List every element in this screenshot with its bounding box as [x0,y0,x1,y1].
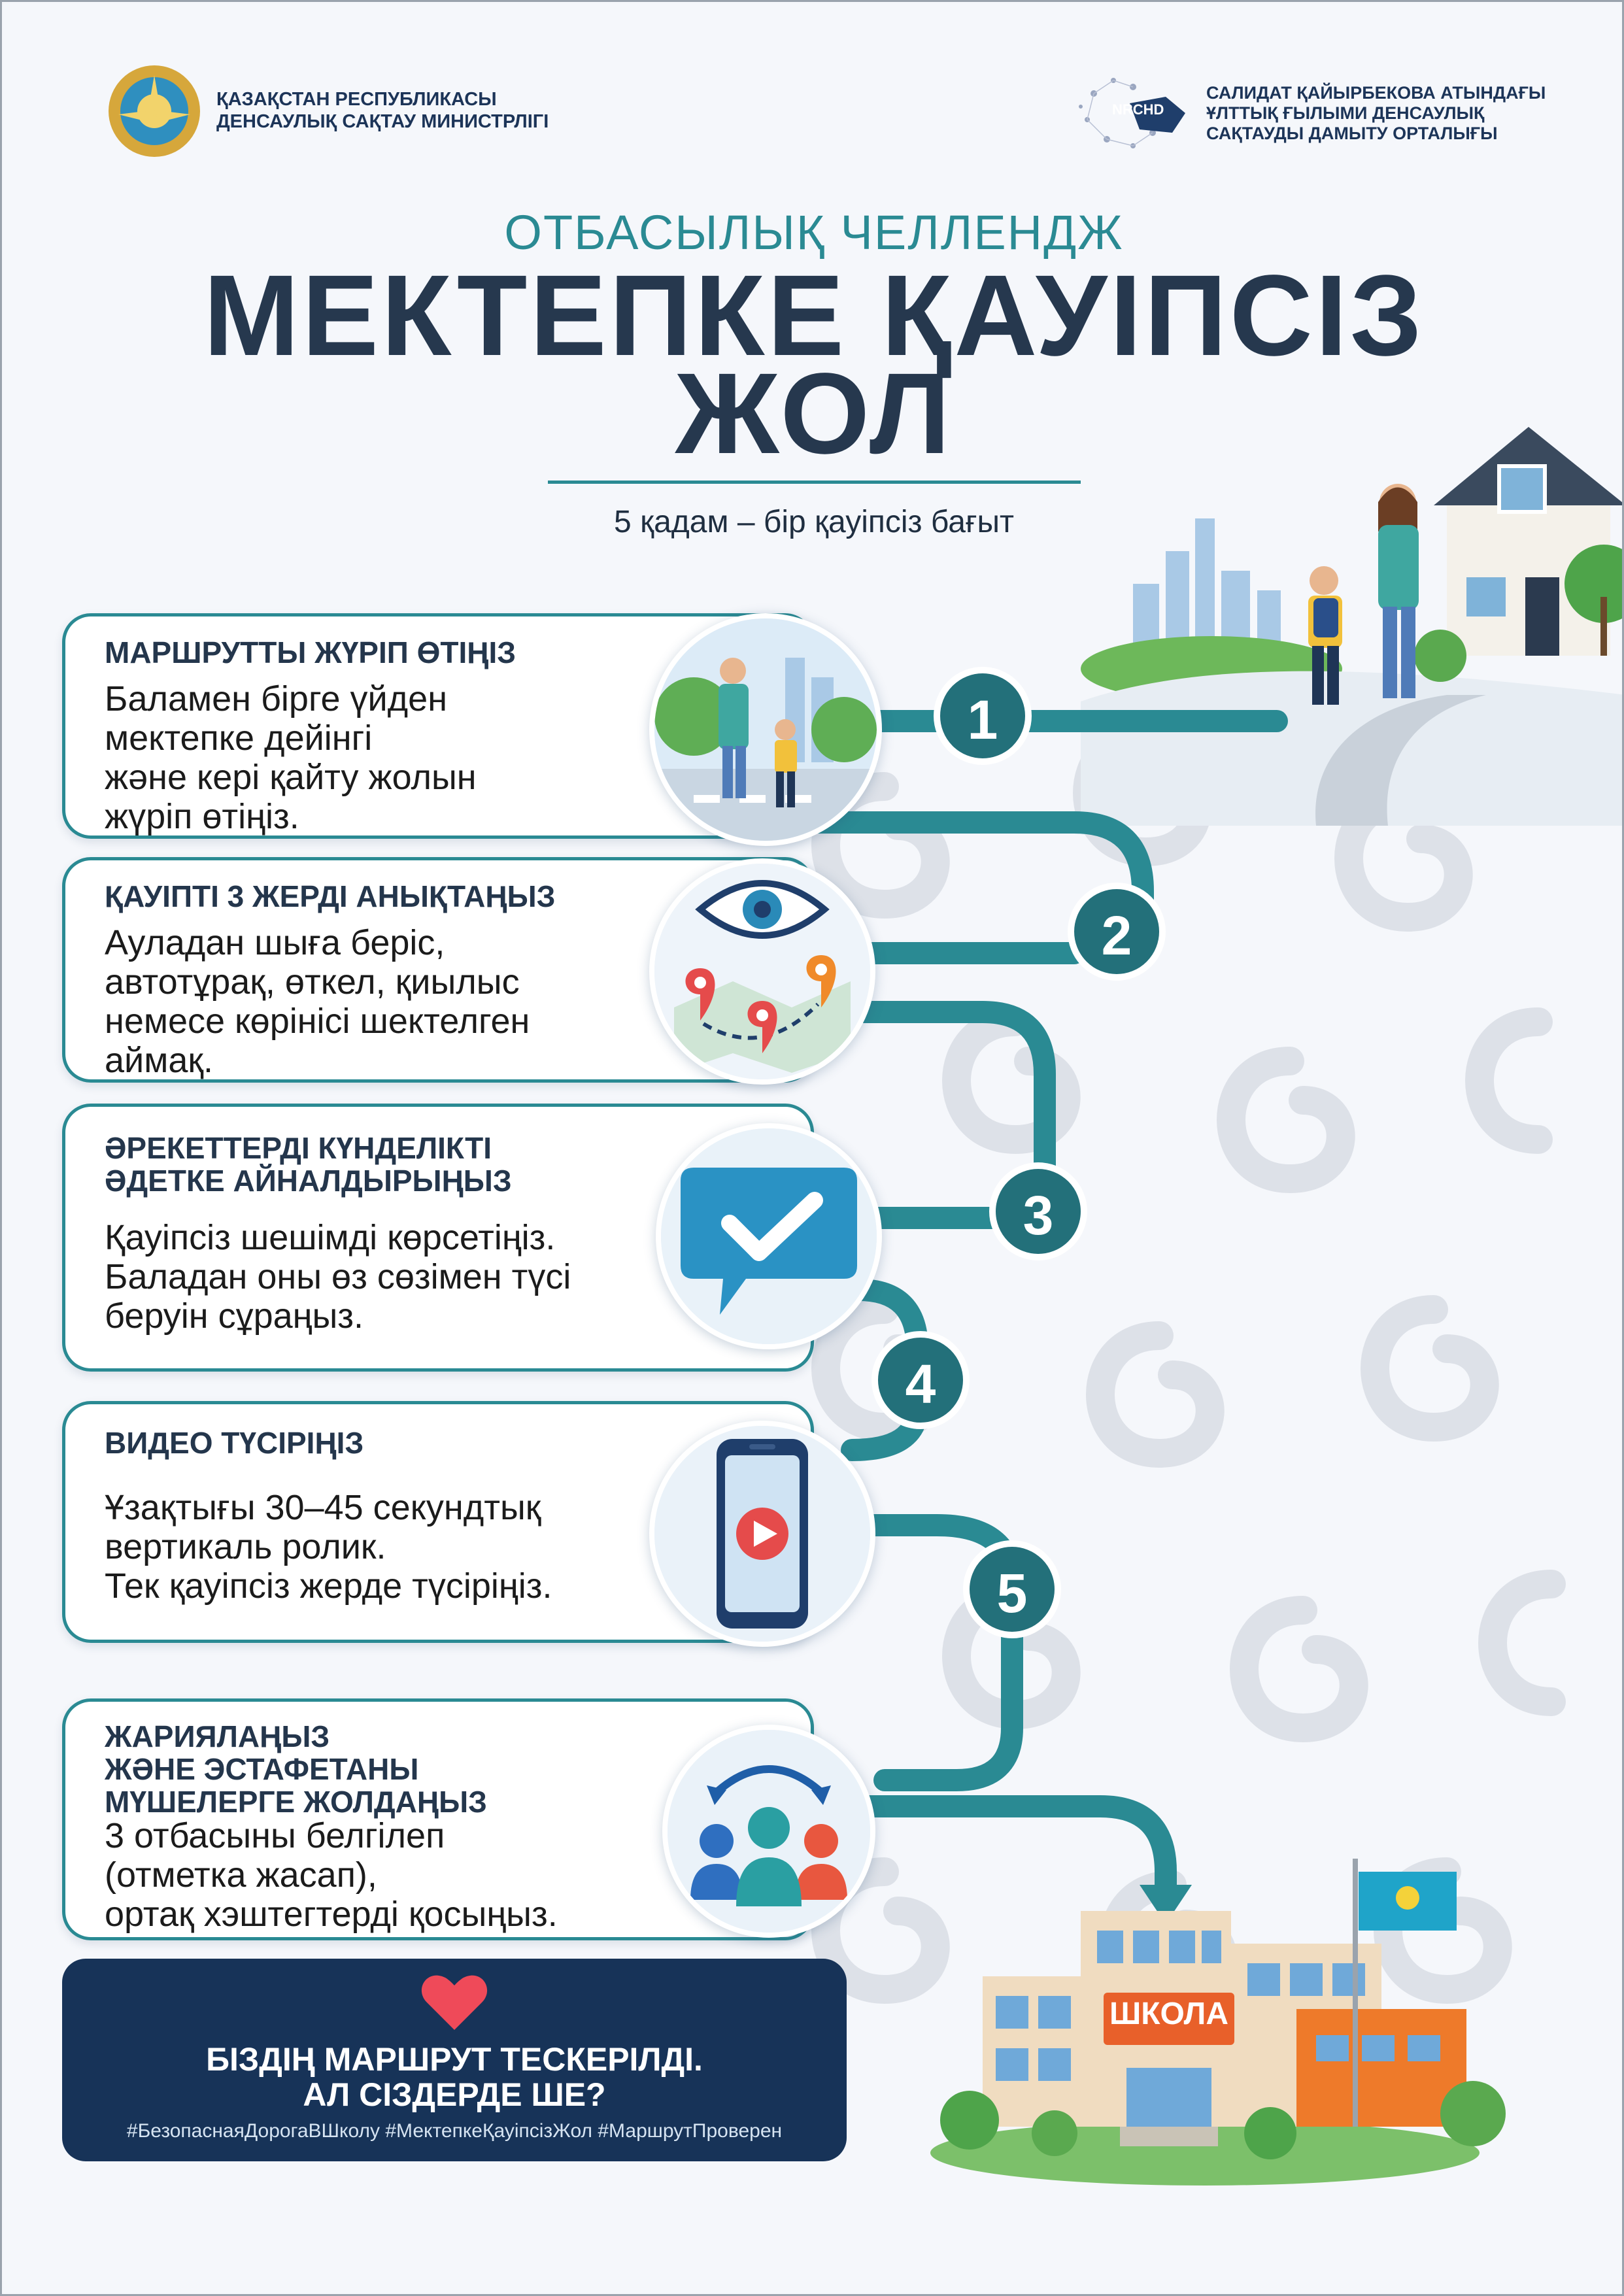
step-5-title-line-2: ЖӘНЕ ЭСТАФЕТАНЫ [105,1752,419,1786]
family-walking-icon [649,613,882,846]
footer-hashtags: #БезопаснаяДорогаВШколу #МектепкеҚауіпсізЖол #МаршрутПроверен [126,2120,783,2142]
step-1-body: Баламен бірге үйден мектепке дейінгі және кері қайту жолын жүріп өтіңіз. [105,679,477,836]
step-2-title: ҚАУІПТІ 3 ЖЕРДІ АНЫҚТАҢЫЗ [105,879,556,913]
center-line-1: САЛИДАТ ҚАЙЫРБЕКОВА АТЫНДАҒЫ [1206,83,1546,103]
step-5-number: 5 [996,1562,1028,1624]
center-line-3: САҚТАУДЫ ДАМЫТУ ОРТАЛЫҒЫ [1206,124,1498,143]
nrchd-logo-text: NRCHD [1112,101,1164,118]
step-3-number: 3 [1023,1185,1054,1246]
step-2-number: 2 [1101,905,1132,966]
step-4-number: 4 [905,1353,936,1415]
step-5-title-line-3: МҮШЕЛЕРГЕ ЖОЛДАҢЫЗ [105,1785,487,1819]
step-1-title: МАРШРУТТЫ ЖҮРІП ӨТІҢІЗ [105,635,516,669]
title-line-2: ЖОЛ [675,350,953,478]
subtitle: 5 қадам – бір қауіпсіз бағыт [614,505,1014,539]
step-3-body: Қауіпсіз шешімді көрсетіңіз. Баладан оны өз сөзімен түсі беруін сұраңыз. [105,1218,571,1336]
kicker: ОТБАСЫЛЫҚ ЧЕЛЛЕНДЖ [504,205,1124,260]
school-sign: ШКОЛА [1109,1997,1228,2031]
title-line-1: МЕКТЕПКЕ ҚАУІПСІЗ [203,252,1425,380]
phone-video-icon [649,1421,875,1647]
footer-title: БІЗДІҢ МАРШРУТ ТЕСКЕРІЛДІ. АЛ СІЗДЕРДЕ ШЕ? [206,2041,703,2113]
check-chat-icon [656,1123,882,1349]
map-eye-icon [649,858,875,1085]
step-1-number: 1 [967,689,998,751]
people-share-icon [662,1725,875,1938]
step-3-title [105,1132,512,1197]
ministry-line-2: ДЕНСАУЛЫҚ САҚТАУ МИНИСТРЛІГІ [216,111,549,132]
step-2-body: Ауладан шыға беріс, автотұрақ, өткел, қиылыс немесе көрінісі шектелген аймақ. [105,923,530,1080]
step-4-title: ВИДЕО ТҮСІРІҢІЗ [105,1426,364,1460]
center-line-2: ҰЛТТЫҚ ҒЫЛЫМИ ДЕНСАУЛЫҚ [1206,103,1485,123]
heart-icon [420,1971,488,2031]
step-4-body: Ұзақтығы 30–45 секундтық вертикаль ролик. Тек қауіпсіз жерде түсіріңіз. [105,1488,552,1606]
ministry-line-1: ҚАЗАҚСТАН РЕСПУБЛИКАСЫ [216,89,497,110]
step-3-title-line-1: ӘРЕКЕТТЕРДІ КҮНДЕЛІКТІ [105,1131,492,1165]
step-3-title-line-2: ӘДЕТКЕ АЙНАЛДЫРЫҢЫЗ [105,1164,512,1198]
step-5-title [105,1720,487,1818]
step-5-body: 3 отбасыны белгілеп (отметка жасап), ортақ хэштегтерді қосыңыз. [105,1816,558,1934]
step-5-title-line-1: ЖАРИЯЛАҢЫЗ [105,1719,330,1753]
